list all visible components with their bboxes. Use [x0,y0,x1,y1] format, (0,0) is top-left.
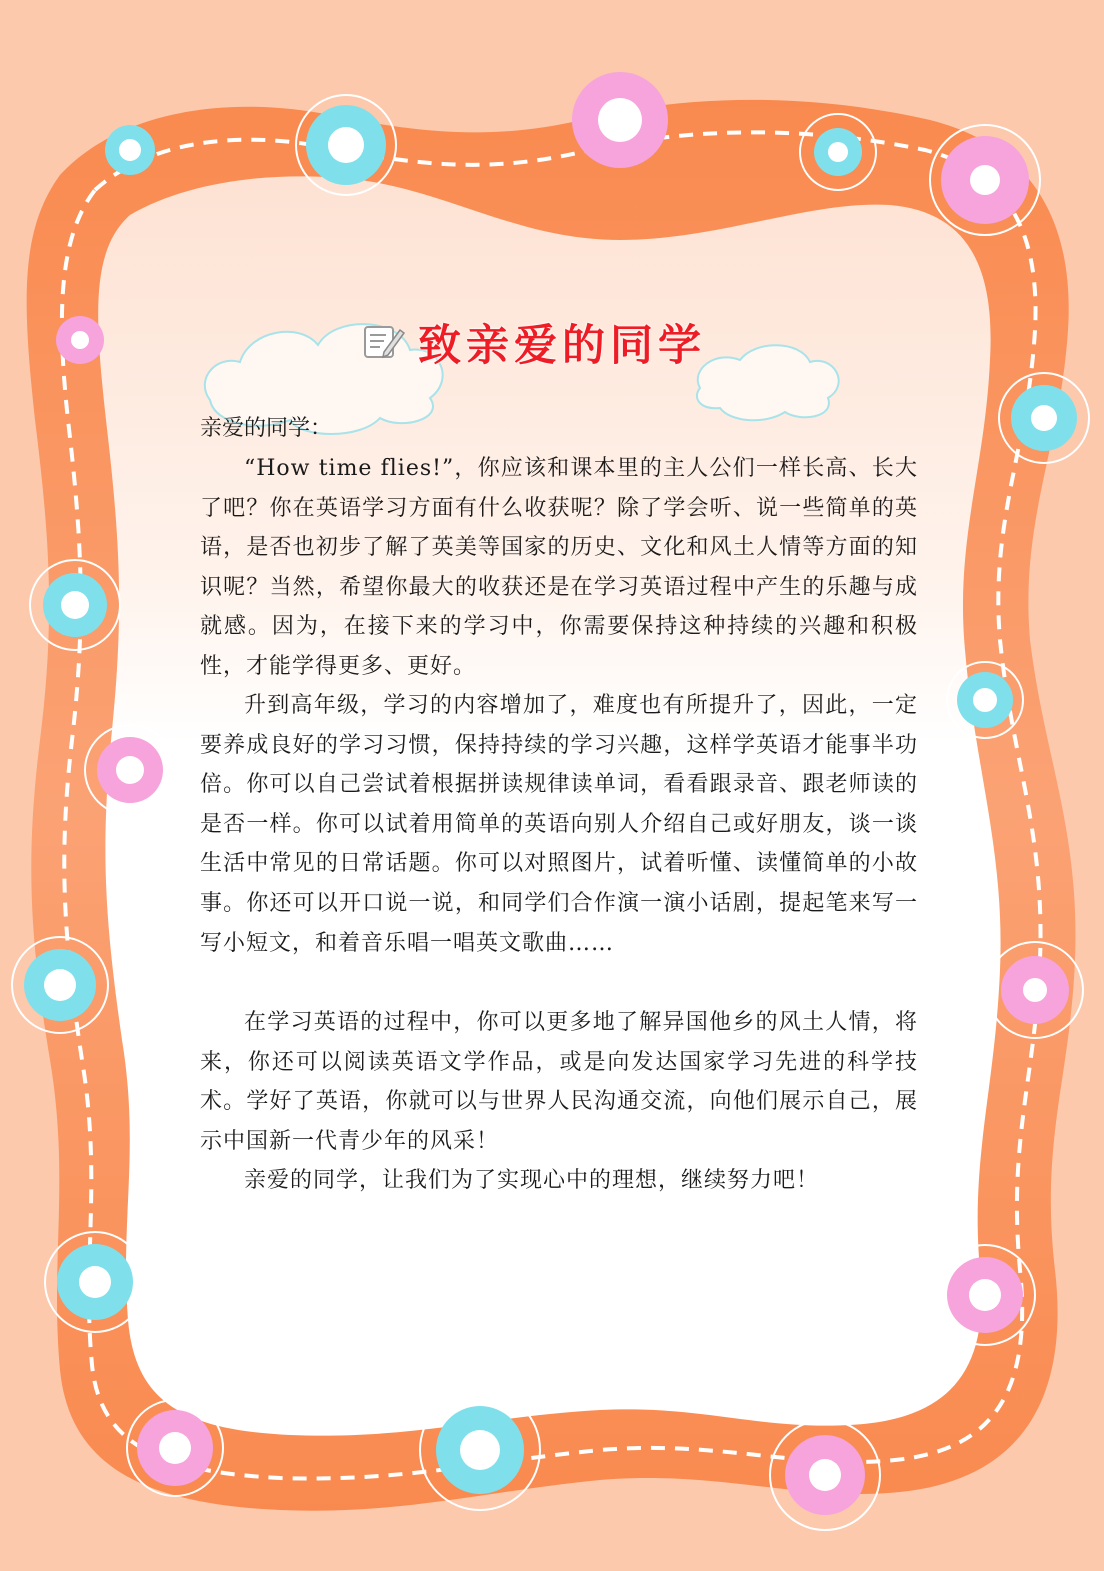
paragraph-3: 在学习英语的过程中，你可以更多地了解异国他乡的风土人情，将来，你还可以阅读英语文学作品，或是向发达国家学习先进的科学技术。学好了英语，你就可以与世界人民沟通交流，向他们展示自己，展示中国新一代青少年的风采！ [200,1010,918,1154]
paragraph-1: “How time flies!”，你应该和课本里的主人公们一样长高、长大了吧？你在英语学习方面有什么收获呢？除了学会听、说一些简单的英语，是否也初步了解了英美等国家的历史、文化和风土人情等方面的知识呢？当然，希望你最大的收获还是在学习英语过程中产生的乐趣与成就感。因为，在接下来的学习中，你需要保持这种持续的兴趣和积极性，才能学得更多、更好。 [200,456,918,679]
page-title: 致亲爱的同学 [418,320,706,371]
pencil-note-icon [362,322,406,362]
salutation: 亲爱的同学： [200,416,333,441]
paragraph-4: 亲爱的同学，让我们为了实现心中的理想，继续努力吧！ [244,1168,820,1193]
title-block [362,312,706,372]
paragraph-2: 升到高年级，学习的内容增加了，难度也有所提升了，因此，一定要养成良好的学习习惯，保持持续的学习兴趣，这样学英语才能事半功倍。你可以自己尝试着根据拼读规律读单词，看看跟录音、跟老师读的是否一样。你可以试着用简单的英语向别人介绍自己或好朋友，谈一谈生活中常见的日常话题。你可以对照图片，试着听懂、读懂简单的小故事。你还可以开口说一说，和同学们合作演一演小话剧，提起笔来写一写小短文，和着音乐唱一唱英文歌曲…… [200,693,918,956]
